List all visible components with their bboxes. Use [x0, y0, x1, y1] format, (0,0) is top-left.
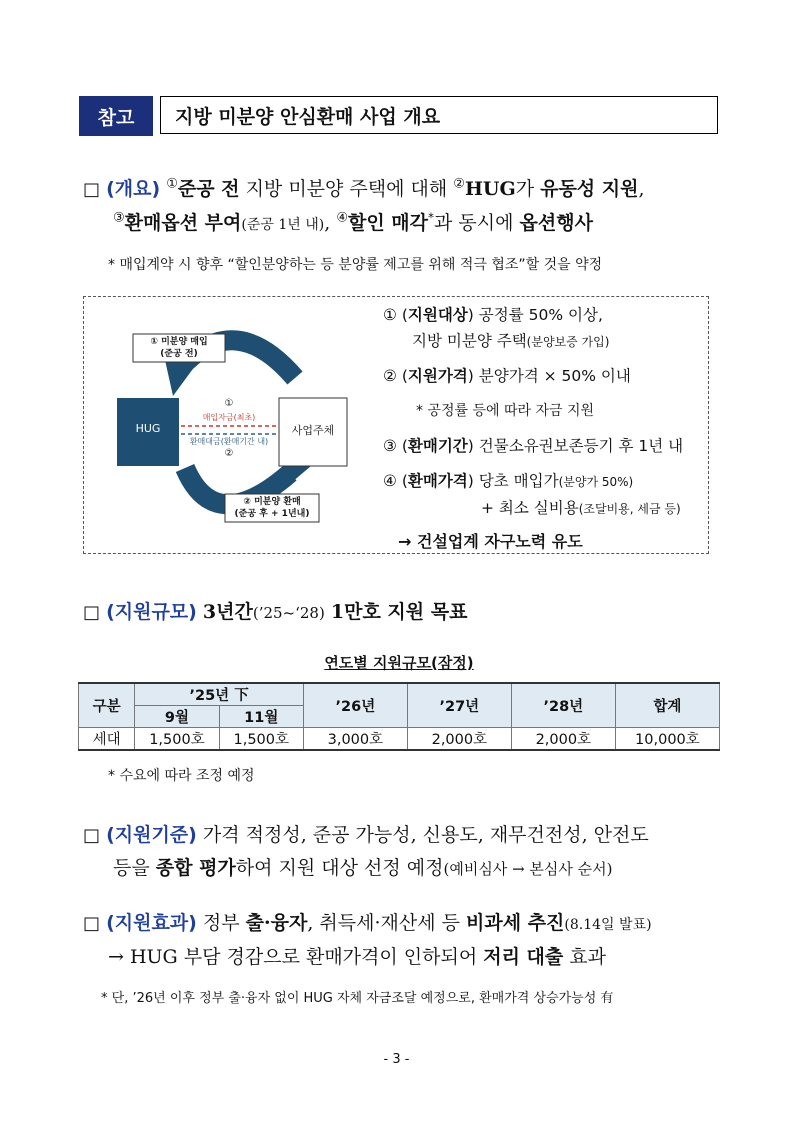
overview-text: 할인 매각 [347, 212, 429, 234]
item-small: (분양보증 가입) [526, 335, 610, 349]
effect-note: * 단, ’26년 이후 정부 출·융자 없이 HUG 자체 자금조달 예정으로, 환매가격 상승가능성 有 [101, 991, 614, 1006]
builder-label: 사업주체 [291, 424, 335, 437]
overview-text: 유동성 지원 [540, 178, 639, 200]
item-key: 환매기간 [407, 437, 468, 455]
buy-arrow-head [165, 360, 195, 396]
step-1-number: ① [224, 398, 234, 409]
effect-text: → HUG 부담 경감으로 환매가격이 인하되어 [108, 946, 484, 968]
effect-line-2 [108, 942, 606, 969]
item-text: ) [467, 472, 474, 490]
overview-text: , [324, 212, 337, 234]
resell-label-text: ② 미분양 환매 [243, 497, 301, 507]
overview-text: (준공 1년 내) [241, 217, 325, 233]
effect-text: 효과 [563, 946, 607, 968]
resell-price [383, 469, 633, 491]
table-cell: 세대 [79, 728, 135, 751]
item-text: ) [467, 367, 474, 385]
overview-text: , [638, 178, 645, 200]
flow-diagram [85, 298, 363, 552]
item-text: 공정률 50% 이상, [473, 306, 603, 324]
criteria-line-2 [113, 853, 612, 880]
item-number: ② [383, 367, 397, 385]
item-text: ( [396, 472, 408, 490]
table-caption: 연도별 지원규모(잠정) [324, 654, 474, 672]
circle-number: ③ [113, 210, 125, 226]
support-price-note: * 공정률 등에 따라 자금 지원 [416, 403, 595, 419]
table-header-row [79, 683, 720, 706]
item-text: ( [396, 437, 408, 455]
item-text: 지방 미분양 주택 [412, 332, 527, 350]
item-key: 지원가격 [407, 367, 468, 385]
criteria-text: (예비심사 → 본심사 순서) [443, 860, 613, 878]
scale-tag: (지원규모) [106, 601, 197, 623]
overview-text: 옵션행사 [519, 212, 593, 234]
checkbox-square-icon: □ [83, 913, 101, 934]
item-small: (분양가 50%) [558, 475, 634, 489]
footnote-star: * [428, 210, 435, 225]
table-cell: 1,500호 [135, 728, 219, 751]
effect-text: (8.14일 발표) [564, 917, 652, 933]
overview-text: 지방 미분양 주택에 대해 [239, 178, 454, 200]
overview-line-1 [83, 174, 645, 201]
overview-note: * 매입계약 시 향후 “할인분양하는 등 분양률 제고를 위해 적극 협조”할 것을 약정 [108, 257, 603, 273]
circle-number: ② [453, 176, 465, 192]
header-cell: ’26년 [303, 683, 407, 728]
hug-label: HUG [135, 422, 161, 435]
header-cell: 9월 [135, 706, 219, 728]
support-scale-table [78, 682, 720, 751]
step-2-number: ② [224, 448, 234, 459]
table-note: * 수요에 따라 조정 예정 [108, 768, 255, 784]
effect-text: 정부 [196, 912, 246, 934]
resell-period [383, 434, 683, 456]
effect-tag: (지원효과) [106, 912, 197, 934]
header-cell: 구분 [79, 683, 135, 728]
item-number: ④ [383, 472, 397, 490]
item-text: + 최소 실비용 [481, 499, 579, 517]
effect-text: 비과세 추진 [466, 912, 565, 934]
resell-label [225, 496, 319, 520]
header-cell: ’27년 [407, 683, 511, 728]
item-number: ③ [383, 437, 397, 455]
checkbox-square-icon: □ [83, 179, 101, 200]
effect-line-1 [83, 908, 652, 935]
header-cell: 합계 [615, 683, 719, 728]
effect-text: , 취득세·재산세 등 [307, 912, 467, 934]
buy-label-sub: (준공 전) [160, 349, 198, 359]
section-label: 참고 [79, 96, 153, 136]
scale-text: 1만호 지원 목표 [330, 601, 468, 623]
table-cell: 3,000호 [303, 728, 407, 751]
overview-text: 가 [515, 178, 541, 200]
overview-line-2 [113, 208, 593, 235]
scale-text: (’25~‘28) [252, 604, 325, 622]
criteria-tag: (지원기준) [106, 824, 197, 846]
item-text: 당초 매입가 [473, 472, 559, 490]
item-text: ) [467, 437, 474, 455]
checkbox-square-icon: □ [83, 602, 101, 623]
table-cell: 1,500호 [219, 728, 303, 751]
table-cell: 10,000호 [615, 728, 719, 751]
resell-price-extra [481, 496, 681, 518]
item-text: ( [396, 306, 408, 324]
item-number: ① [383, 306, 397, 324]
page-number: - 3 - [383, 1052, 410, 1067]
buy-label-text: ① 미분양 매입 [150, 337, 208, 347]
circle-number: ① [166, 176, 178, 192]
criteria-text: 하여 지원 대상 선정 예정 [235, 857, 444, 879]
repay-label: 환매대금(환매기간 내) [189, 437, 269, 446]
table-cell: 2,000호 [407, 728, 511, 751]
item-text: 분양가격 × 50% 이내 [473, 367, 631, 385]
header-cell: ’28년 [511, 683, 615, 728]
checkbox-square-icon: □ [83, 825, 101, 846]
scale-line [83, 597, 467, 624]
criteria-line-1 [83, 820, 649, 847]
support-target-detail [412, 329, 609, 351]
table-row [79, 728, 720, 751]
item-small: (조달비용, 세금 등) [578, 502, 681, 516]
overview-text: 과 동시에 [434, 212, 520, 234]
criteria-text: 등을 [113, 857, 156, 879]
item-key: 지원대상 [407, 306, 468, 324]
scale-text: 3년간 [202, 601, 253, 623]
table-cell: 2,000호 [511, 728, 615, 751]
item-text: ) [467, 306, 474, 324]
item-key: 환매가격 [407, 472, 468, 490]
resell-label-sub: (준공 후 + 1년내) [234, 509, 310, 519]
diagram-result: → 건설업계 자구노력 유도 [398, 532, 583, 551]
criteria-text: 가격 적정성, 준공 가능성, 신용도, 재무건전성, 안전도 [196, 824, 649, 846]
overview-text: 환매옵션 부여 [124, 212, 242, 234]
support-target [383, 303, 603, 325]
effect-text: 저리 대출 [483, 946, 564, 968]
buy-label [133, 336, 225, 360]
item-text: 건물소유권보존등기 후 1년 내 [473, 437, 684, 455]
header-cell: 11월 [219, 706, 303, 728]
overview-text: 준공 전 [177, 178, 240, 200]
criteria-text: 종합 평가 [155, 857, 236, 879]
circle-number: ④ [336, 210, 348, 226]
overview-tag: (개요) [106, 178, 161, 200]
overview-text: HUG [464, 178, 516, 200]
page-title: 지방 미분양 안심환매 사업 개요 [160, 96, 718, 134]
fund-label: 매입자금(최초) [202, 413, 256, 422]
item-text: ( [396, 367, 408, 385]
support-price [383, 364, 631, 386]
effect-text: 출·융자 [245, 912, 308, 934]
header-cell: ’25년 下 [135, 683, 304, 706]
